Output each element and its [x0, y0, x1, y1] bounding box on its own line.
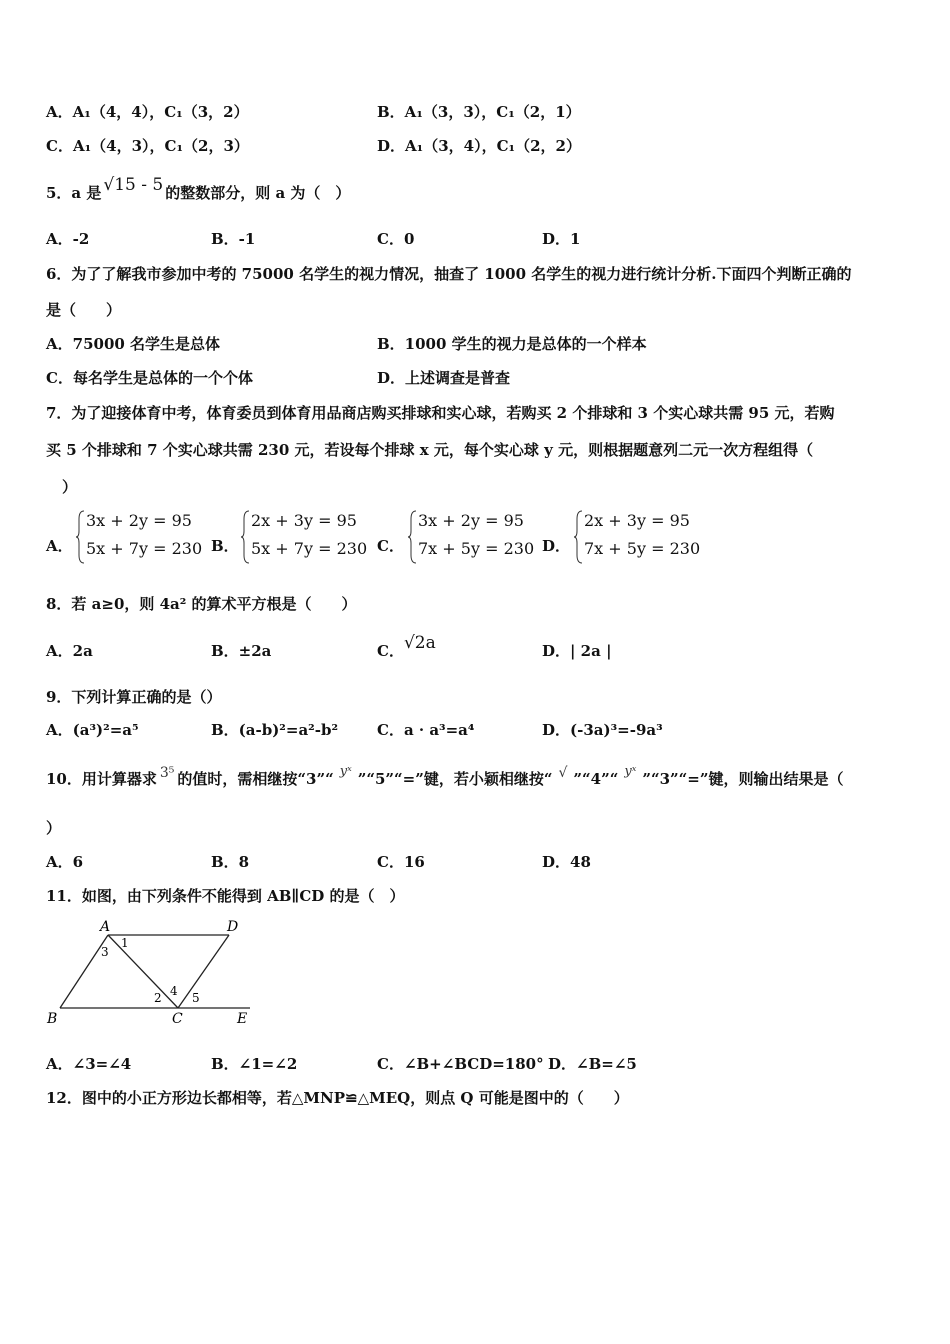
q7-option-a-label: A．: [46, 537, 73, 555]
label-b: B: [47, 1011, 58, 1027]
label-e: E: [237, 1011, 248, 1027]
q7-option-c-label: C．: [377, 537, 404, 555]
yx-key-icon-2: yˣ: [624, 764, 637, 779]
q7-option-b-label: B．: [211, 537, 239, 555]
q10-part5: ”“3”“=”键，则输出结果是（: [642, 770, 844, 788]
q8-option-b: B．±2a: [211, 642, 272, 660]
q5-option-b: B．-1: [211, 230, 256, 248]
q6-option-d: D．上述调查是普查: [377, 369, 511, 387]
q12-question: 12．图中的小正方形边长都相等，若△MNP≌△MEQ，则点 Q 可能是图中的（ ）: [46, 1089, 629, 1107]
q11-question: 11．如图，由下列条件不能得到 AB∥CD 的是（ ）: [46, 887, 405, 905]
label-c: C: [172, 1011, 183, 1027]
q6-option-b: B．1000 学生的视力是总体的一个样本: [377, 335, 647, 353]
segment-ac: [108, 935, 178, 1008]
q6-question-line1: 6．为了了解我市参加中考的 75000 名学生的视力情况，抽查了 1000 名学生的视力进行统计分析.下面四个判断正确的: [46, 265, 852, 283]
q10-option-d: D．48: [542, 853, 591, 871]
q7-option-d-system: [574, 509, 701, 565]
angle-label-3: 3: [101, 945, 109, 959]
q5-option-d: D．1: [542, 230, 581, 248]
q8-option-c-expression: √2a: [403, 633, 436, 653]
q7-d-equation-2: 7x + 5y = 230: [584, 539, 701, 558]
angle-label-1: 1: [121, 936, 129, 950]
q4-option-b: B．A₁（3，3），C₁（2，1）: [377, 103, 581, 121]
left-brace-icon: [241, 509, 251, 565]
q7-b-equation-1: 2x + 3y = 95: [251, 511, 357, 530]
q11-option-a: A．∠3=∠4: [46, 1055, 132, 1073]
q10-question-line2: ）: [46, 819, 62, 837]
q7-c-equation-1: 3x + 2y = 95: [418, 511, 524, 530]
q8-option-c-label: C．: [377, 642, 404, 660]
q10-part1: 10．用计算器求: [46, 770, 157, 788]
q9-option-b: B．(a-b)²=a²-b²: [211, 721, 339, 739]
angle-label-5: 5: [192, 991, 200, 1005]
q7-b-equation-2: 5x + 7y = 230: [251, 539, 368, 558]
q5-question: [46, 175, 351, 203]
q9-question: 9．下列计算正确的是（）: [46, 688, 222, 706]
q6-question-line2: 是（ ）: [46, 301, 122, 319]
q6-option-c: C．每名学生是总体的一个个体: [46, 369, 253, 387]
q11-option-c: C．∠B+∠BCD=180°: [377, 1055, 544, 1073]
q7-option-c-system: [408, 509, 535, 565]
q11-option-b: B．∠1=∠2: [211, 1055, 298, 1073]
q10-expression: 3⁵: [159, 765, 175, 781]
q10-option-c: C．16: [377, 853, 425, 871]
left-brace-icon: [408, 509, 418, 565]
q9-option-d: D．(-3a)³=-9a³: [542, 721, 663, 739]
sqrt-key-icon: √: [558, 765, 568, 781]
label-d: D: [227, 919, 239, 935]
q11-option-d: D．∠B=∠5: [548, 1055, 637, 1073]
q7-a-equation-2: 5x + 7y = 230: [86, 539, 203, 558]
q7-question-line2: 买 5 个排球和 7 个实心球共需 230 元，若设每个排球 x 元，每个实心球 y 元，则根据题意列二元一次方程组得（: [46, 441, 814, 459]
q7-d-equation-1: 2x + 3y = 95: [584, 511, 690, 530]
q7-option-b-system: [241, 509, 368, 565]
q6-option-a: A．75000 名学生是总体: [46, 335, 221, 353]
q5-option-c: C．0: [377, 230, 415, 248]
q8-option-a: A．2a: [46, 642, 93, 660]
q5-suffix: 的整数部分，则 a 为（ ）: [165, 184, 351, 202]
q9-option-a: A．(a³)²=a⁵: [46, 721, 139, 739]
left-brace-icon: [574, 509, 584, 565]
q10-option-a: A．6: [46, 853, 84, 871]
q10-question-line1: [46, 764, 844, 791]
q11-parallelogram-figure: [40, 914, 260, 1030]
angle-label-2: 2: [154, 991, 162, 1005]
q7-a-equation-1: 3x + 2y = 95: [86, 511, 192, 530]
q10-option-b: B．8: [211, 853, 250, 871]
q7-c-equation-2: 7x + 5y = 230: [418, 539, 535, 558]
q4-option-c: C．A₁（4，3），C₁（2，3）: [46, 137, 249, 155]
left-brace-icon: [76, 509, 86, 565]
q10-part3: ”“5”“=”键，若小颖相继按“: [357, 770, 553, 788]
q7-question-line3: ）: [62, 478, 78, 496]
q4-option-a: A．A₁（4，4），C₁（3，2）: [46, 103, 249, 121]
q4-option-d: D．A₁（3，4），C₁（2，2）: [377, 137, 581, 155]
segment-dc: [178, 935, 229, 1008]
q5-option-a: A．-2: [46, 230, 90, 248]
yx-key-icon: yˣ: [339, 764, 352, 779]
q10-part4: ”“4”“: [573, 770, 619, 788]
q7-option-a-system: [76, 509, 203, 565]
q9-option-c: C．a · a³=a⁴: [377, 721, 475, 739]
q7-question-line1: 7．为了迎接体育中考，体育委员到体育用品商店购买排球和实心球，若购买 2 个排球和 3 个实心球共需 95 元，若购: [46, 404, 835, 422]
angle-label-4: 4: [170, 984, 178, 998]
q8-question: 8．若 a≥0，则 4a² 的算术平方根是（ ）: [46, 595, 357, 613]
q10-part2: 的值时，需相继按“3”“: [177, 770, 334, 788]
q7-option-d-label: D．: [542, 537, 571, 555]
label-a: A: [100, 919, 111, 935]
q8-option-c: [377, 633, 436, 661]
q5-prefix: 5．a 是: [46, 184, 102, 202]
q5-expression: √15 - 5: [103, 175, 164, 195]
q8-option-d: D．| 2a |: [542, 642, 612, 660]
